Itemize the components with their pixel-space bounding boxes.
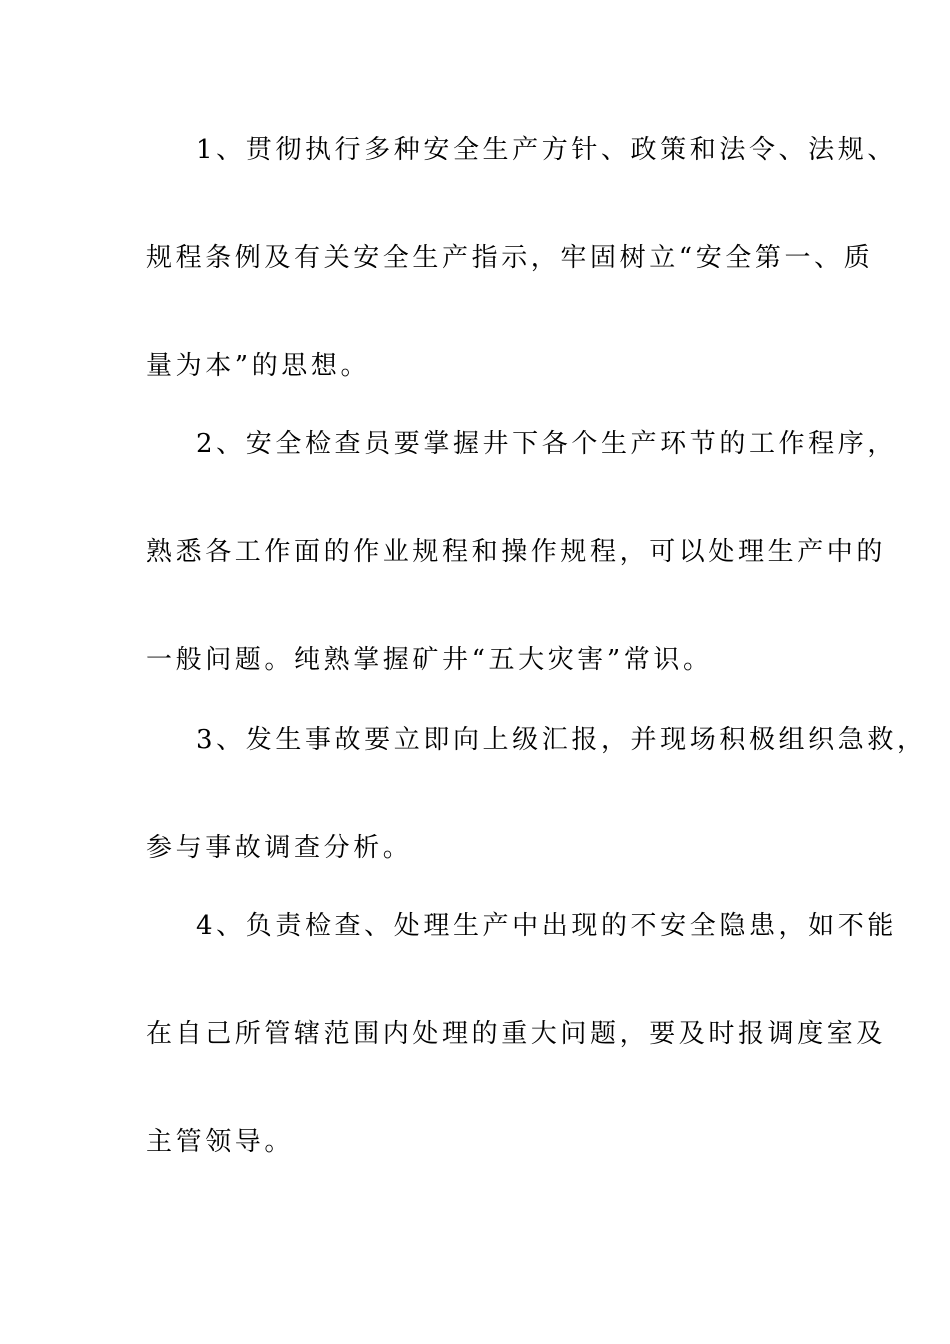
- paragraph-2-line-2: 熟悉各工作面的作业规程和操作规程，可以处理生产中的: [146, 537, 887, 567]
- paragraph-4-line-3: 主管领导。: [146, 1127, 295, 1157]
- paragraph-3-line-1: 3、发生事故要立即向上级汇报，并现场积极组织急救，: [196, 725, 927, 755]
- paragraph-1-line-1: 1、贯彻执行多种安全生产方针、政策和法令、法规、: [196, 135, 897, 165]
- paragraph-4-line-2: 在自己所管辖范围内处理的重大问题，要及时报调度室及: [146, 1019, 887, 1049]
- paragraph-2-line-1: 2、安全检查员要掌握井下各个生产环节的工作程序，: [196, 429, 897, 459]
- paragraph-1-line-2: 规程条例及有关安全生产指示，牢固树立“安全第一、质: [146, 243, 874, 273]
- paragraph-4-line-1: 4、负责检查、处理生产中出现的不安全隐患，如不能: [196, 911, 897, 941]
- paragraph-3-line-2: 参与事故调查分析。: [146, 833, 413, 863]
- paragraph-2-line-3: 一般问题。纯熟掌握矿井“五大灾害”常识。: [146, 645, 713, 675]
- paragraph-1-line-3: 量为本”的思想。: [146, 351, 371, 381]
